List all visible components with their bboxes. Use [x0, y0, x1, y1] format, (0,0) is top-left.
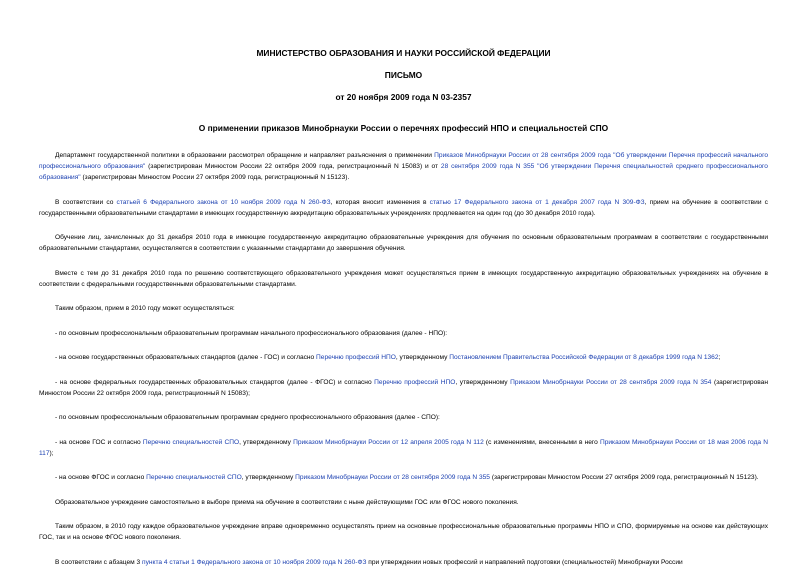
paragraph-text: - по основным профессиональным образовательным программам среднего профессионального образования (далее - СПО): — [55, 414, 440, 421]
paragraph-text: Таким образом, в 2010 году каждое образовательное учреждение вправе одновременно осуществлять прием на основные профессиональные образовательные программы НПО и СПО, формируемые на основе как действующих ГОС, так и на основе ФГОС нового поколения. — [39, 523, 768, 541]
paragraph-text: , утвержденному — [455, 378, 511, 386]
document-type: ПИСЬМО — [384, 70, 423, 80]
paragraph — [39, 268, 768, 290]
paragraph — [39, 472, 768, 483]
paragraph-text: (зарегистрирован Минюстом России 27 октября 2009 года, регистрационный N 15123). — [80, 174, 350, 181]
paragraph-text: В соответствии со — [55, 198, 117, 206]
paragraph — [39, 150, 768, 183]
document-link[interactable]: Приказом Минобрнауки России от 28 сентября 2009 года N 354 — [510, 378, 712, 386]
paragraph — [39, 303, 768, 314]
paragraph — [39, 437, 768, 459]
paragraph — [39, 412, 768, 423]
paragraph-text: Вместе с тем до 31 декабря 2010 года по решению соответствующего образовательного учреждения может осуществляться прием в имеющих государственную аккредитацию образовательных учреждениях на обучение в соответствии с федеральными государственными образовательными стандартами. — [39, 269, 768, 288]
document-link[interactable]: Перечню профессий НПО — [316, 354, 396, 361]
document-link[interactable]: Приказом Минобрнауки России от 12 апреля 2005 года N 112 — [293, 438, 484, 446]
paragraph-text: , утвержденному — [395, 354, 450, 361]
document-link[interactable]: статью 17 Федерального закона от 1 декабря 2007 года N 309-ФЗ — [429, 198, 645, 206]
ministry-heading: МИНИСТЕРСТВО ОБРАЗОВАНИЯ И НАУКИ РОССИЙСКОЙ ФЕДЕРАЦИИ — [256, 48, 551, 58]
paragraph-text: - по основным профессиональным образовательным программам начального профессионального образования (далее - НПО): — [55, 329, 448, 337]
document-link[interactable]: пункта 4 статьи 1 Федерального закона от 10 ноября 2009 года N 260-ФЗ — [142, 558, 367, 566]
paragraph-text: ; — [718, 354, 721, 361]
paragraph-text: - на основе федеральных государственных образовательных стандартов (далее - ФГОС) и согласно — [55, 378, 375, 386]
document-link[interactable]: Перечню профессий НПО — [374, 378, 456, 386]
document-link[interactable]: Приказом Минобрнауки России от 18 мая 2006 года N 117 — [39, 438, 768, 457]
paragraph-text: (зарегистрирован Минюстом России 22 октября 2009 года, регистрационный N 15083) и от — [145, 163, 441, 170]
paragraph-text: ); — [49, 449, 54, 457]
document-body — [39, 150, 768, 581]
document-subject: О применении приказов Минобрнауки России о перечнях профессий НПО и специальностей СПО — [198, 123, 609, 133]
paragraph — [39, 497, 768, 508]
paragraph-text: В соответствии с абзацем 3 — [55, 558, 143, 566]
document-link[interactable]: Перечню специальностей СПО — [142, 438, 240, 446]
paragraph-text: Департамент государственной политики в образовании рассмотрел обращение и направляет разъяснения о применении — [55, 152, 435, 159]
document-link[interactable]: Приказом Минобрнауки России от 28 сентября 2009 года N 355 — [295, 474, 490, 481]
paragraph-text: , прием на обучение в соответствии с государственными образовательными стандартами в имеющих государственную аккредитацию образовательных учреждениях продлевается на один год (до 30 декабря 2010 года). — [39, 198, 768, 217]
paragraph-text: - на основе государственных образовательных стандартов (далее - ГОС) и согласно — [55, 354, 317, 361]
paragraph — [39, 232, 768, 254]
paragraph — [39, 521, 768, 543]
document-link[interactable]: 28 сентября 2009 года N 355 "Об утверждении Перечня специальностей среднего профессионального образования" — [39, 163, 768, 181]
paragraph-text: Обучение лиц, зачисленных до 31 декабря 2010 года в имеющие государственную аккредитацию образовательные учреждения для обучения по основным образовательным программам в соответствии с государственными образовательными стандартами, осуществляется в соответствии с указанными стандартами до завершения обучения. — [39, 234, 768, 252]
document-link[interactable]: Перечню специальностей СПО — [146, 474, 242, 481]
paragraph — [39, 557, 768, 568]
paragraph — [39, 377, 768, 399]
paragraph-text: - на основе ФГОС и согласно — [55, 474, 147, 481]
document-date-number: от 20 ноября 2009 года N 03-2357 — [335, 92, 472, 102]
paragraph-text: , которая вносит изменения в — [330, 198, 430, 206]
paragraph — [39, 197, 768, 219]
paragraph-text: - на основе ГОС и согласно — [55, 438, 143, 446]
paragraph-text: (с изменениями, внесенными в него — [483, 438, 600, 446]
paragraph-text: , утвержденному — [239, 438, 294, 446]
paragraph — [39, 352, 768, 363]
paragraph-text: Образовательное учреждение самостоятельно в выборе приема на обучение в соответствии с ныне действующими ГОС или ФГОС нового поколения. — [55, 498, 519, 506]
document-link[interactable]: Приказов Минобрнауки России от 28 сентября 2009 года "Об утверждении Перечня профессий начального профессионального образования" — [39, 152, 768, 170]
paragraph — [39, 328, 768, 339]
paragraph-text: (зарегистрирован Минюстом России 22 октября 2009 года, регистрационный N 15083); — [39, 378, 768, 397]
paragraph-text: (зарегистрирован Минюстом России 27 октября 2009 года, регистрационный N 15123). — [489, 474, 759, 481]
document-link[interactable]: Постановлением Правительства Российской Федерации от 8 декабря 1999 года N 1362 — [449, 354, 719, 361]
paragraph-text: при утверждении новых профессий и направлений подготовки (специальностей) Минобрнауки России — [366, 558, 683, 566]
document-link[interactable]: статьей 6 Федерального закона от 10 ноября 2009 года N 260-ФЗ — [116, 198, 331, 206]
paragraph-text: , утвержденному — [241, 474, 296, 481]
paragraph-text: Таким образом, прием в 2010 году может осуществляться: — [55, 305, 235, 312]
